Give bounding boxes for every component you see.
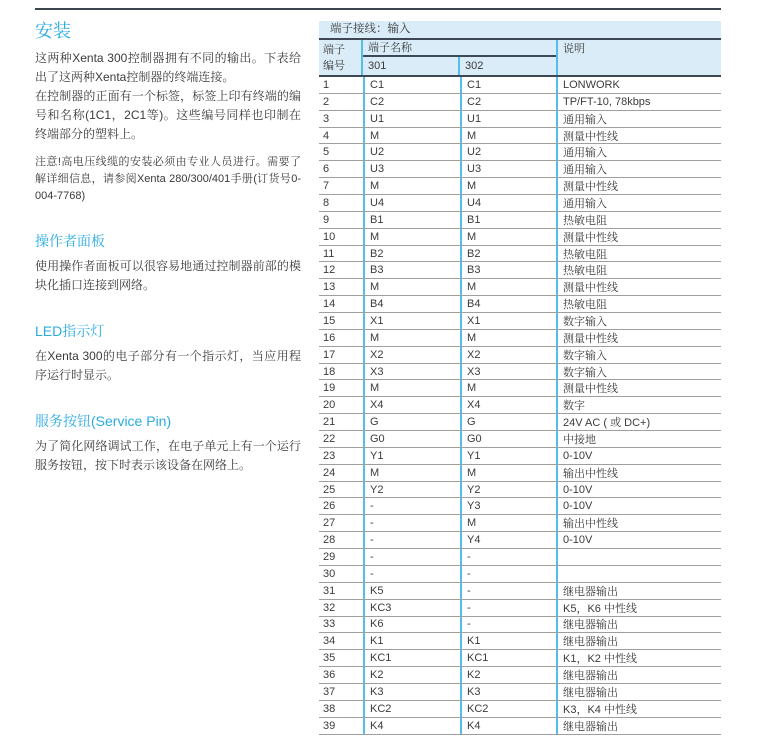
table-row [319, 380, 721, 397]
cell-name-301: M [363, 178, 460, 194]
left-column [35, 16, 301, 475]
install-paragraph-2: 在控制器的正面有一个标签，标签上印有终端的编号和名称(1C1，2C1等)。这些编号同样也印制在终端部分的塑料上。 [35, 89, 301, 141]
cell-name-302: K2 [460, 667, 556, 683]
cell-terminal-number: 39 [323, 719, 336, 732]
top-divider-rule [35, 8, 721, 10]
cell-terminal-number: 34 [323, 635, 336, 648]
cell-description: 输出中性线 [556, 515, 721, 531]
cell-description: 继电器输出 [556, 684, 721, 700]
cell-name-301: - [363, 498, 460, 514]
cell-name-301: K6 [363, 617, 460, 633]
cell-terminal-number: 2 [323, 95, 330, 108]
cell-description: 测量中性线 [556, 178, 721, 194]
cell-terminal-number: 17 [323, 348, 336, 361]
cell-name-302: Y3 [460, 498, 556, 514]
table-row [319, 330, 721, 347]
cell-name-301: B3 [363, 262, 460, 278]
header-model-302: 302 [465, 60, 484, 72]
cell-terminal-number: 4 [323, 129, 330, 142]
cell-terminal-number: 22 [323, 432, 336, 445]
cell-description: 测量中性线 [556, 380, 721, 396]
table-row [319, 498, 721, 515]
cell-name-302: G [460, 414, 556, 430]
cell-description: 继电器输出 [556, 718, 721, 734]
cell-terminal-number: 19 [323, 382, 336, 395]
cell-name-301: Y2 [363, 482, 460, 498]
install-note: 注意!高电压线缆的安装必须由专业人员进行。需要了解详细信息，请参阅Xenta 280/300/401手册(订货号0-004-7768) [35, 156, 301, 202]
cell-name-301: G [363, 414, 460, 430]
cell-name-302: B3 [460, 262, 556, 278]
cell-name-302: - [460, 600, 556, 616]
cell-description [556, 549, 721, 565]
cell-description: 0-10V [556, 532, 721, 548]
cell-terminal-number: 16 [323, 331, 336, 344]
header-terminal-name: 端子名称 [363, 40, 556, 57]
cell-name-301: M [363, 128, 460, 144]
table-row [319, 431, 721, 448]
cell-name-302: M [460, 465, 556, 481]
table-row [319, 515, 721, 532]
table-body [319, 77, 721, 735]
table-caption: 端子接线：输入 [319, 21, 721, 40]
cell-name-302: K1 [460, 633, 556, 649]
cell-description: 通用输入 [556, 195, 721, 211]
cell-name-301: - [363, 532, 460, 548]
cell-description: K5，K6 中性线 [556, 600, 721, 616]
cell-name-301: - [363, 566, 460, 582]
install-paragraph-1: 这两种Xenta 300控制器拥有不同的输出。下表给出了这两种Xenta控制器的终端连接。 [35, 51, 301, 84]
cell-description: 0-10V [556, 482, 721, 498]
cell-terminal-number: 32 [323, 601, 336, 614]
cell-name-301: X1 [363, 313, 460, 329]
cell-name-301: M [363, 229, 460, 245]
header-terminal-name-group [363, 40, 556, 75]
cell-name-302: - [460, 566, 556, 582]
table-row [319, 633, 721, 650]
cell-terminal-number: 8 [323, 196, 330, 209]
cell-description: 继电器输出 [556, 617, 721, 633]
cell-description [556, 566, 721, 582]
cell-name-301: Y1 [363, 448, 460, 464]
table-row [319, 414, 721, 431]
cell-name-301: B2 [363, 246, 460, 262]
operator-panel-paragraph: 使用操作者面板可以很容易地通过控制器前部的模块化插口连接到网络。 [35, 259, 301, 292]
cell-name-302: K3 [460, 684, 556, 700]
cell-name-301: M [363, 380, 460, 396]
cell-name-301: X4 [363, 397, 460, 413]
cell-description: 通用输入 [556, 161, 721, 177]
section-heading-service-pin: 服务按钮(Service Pin) [35, 413, 172, 429]
table-row [319, 77, 721, 94]
cell-name-301: M [363, 279, 460, 295]
cell-description: 通用输入 [556, 111, 721, 127]
table-row [319, 684, 721, 701]
table-row [319, 279, 721, 296]
cell-name-302: - [460, 617, 556, 633]
table-row [319, 617, 721, 634]
cell-terminal-number: 28 [323, 534, 336, 547]
table-row [319, 566, 721, 583]
cell-name-301: B1 [363, 212, 460, 228]
table-row [319, 482, 721, 499]
cell-terminal-number: 10 [323, 230, 336, 243]
table-row [319, 650, 721, 667]
header-model-subrow [363, 57, 556, 75]
cell-terminal-number: 6 [323, 163, 330, 176]
header-terminal-number [319, 40, 363, 75]
cell-name-301: C1 [363, 77, 460, 93]
cell-name-302: U4 [460, 195, 556, 211]
table-row [319, 397, 721, 414]
cell-name-301: U1 [363, 111, 460, 127]
cell-name-302: - [460, 583, 556, 599]
cell-description: 数字输入 [556, 313, 721, 329]
cell-name-301: M [363, 330, 460, 346]
cell-name-301: KC1 [363, 650, 460, 666]
cell-terminal-number: 21 [323, 416, 336, 429]
cell-terminal-number: 9 [323, 213, 330, 226]
led-indicator-paragraph: 在Xenta 300的电子部分有一个指示灯，当应用程序运行时显示。 [35, 349, 301, 382]
cell-terminal-number: 35 [323, 652, 336, 665]
section-heading-led-indicator: LED指示灯 [35, 323, 105, 339]
header-terminal-number-line1: 端子 [323, 44, 345, 56]
cell-description: 24V AC ( 或 DC+) [556, 414, 721, 430]
table-row [319, 161, 721, 178]
cell-terminal-number: 27 [323, 517, 336, 530]
cell-name-301: X2 [363, 347, 460, 363]
table-row [319, 195, 721, 212]
cell-name-301: X3 [363, 364, 460, 380]
cell-description: K1，K2 中性线 [556, 650, 721, 666]
cell-description: 测量中性线 [556, 229, 721, 245]
cell-description: 继电器输出 [556, 633, 721, 649]
cell-name-301: C2 [363, 94, 460, 110]
cell-terminal-number: 23 [323, 449, 336, 462]
cell-description: LONWORK [556, 77, 721, 93]
cell-terminal-number: 33 [323, 618, 336, 631]
cell-name-302: B1 [460, 212, 556, 228]
cell-name-301: - [363, 515, 460, 531]
cell-terminal-number: 24 [323, 466, 336, 479]
table-row [319, 178, 721, 195]
cell-name-302: M [460, 515, 556, 531]
cell-name-301: U4 [363, 195, 460, 211]
table-row [319, 313, 721, 330]
cell-terminal-number: 18 [323, 365, 336, 378]
cell-name-302: U2 [460, 144, 556, 160]
cell-name-302: X3 [460, 364, 556, 380]
cell-description: 继电器输出 [556, 583, 721, 599]
cell-name-302: M [460, 279, 556, 295]
table-row [319, 701, 721, 718]
cell-description: 测量中性线 [556, 128, 721, 144]
cell-description: 通用输入 [556, 144, 721, 160]
cell-terminal-number: 30 [323, 567, 336, 580]
cell-name-301: M [363, 465, 460, 481]
cell-description: 0-10V [556, 448, 721, 464]
table-row [319, 532, 721, 549]
cell-terminal-number: 25 [323, 483, 336, 496]
cell-terminal-number: 11 [323, 247, 335, 260]
cell-terminal-number: 7 [323, 180, 330, 193]
table-row [319, 144, 721, 161]
cell-terminal-number: 15 [323, 314, 336, 327]
table-row [319, 94, 721, 111]
cell-name-301: K1 [363, 633, 460, 649]
cell-name-302: M [460, 229, 556, 245]
cell-name-302: Y1 [460, 448, 556, 464]
cell-description: 继电器输出 [556, 667, 721, 683]
cell-description: 测量中性线 [556, 279, 721, 295]
section-heading-install: 安装 [35, 21, 71, 41]
cell-name-302: X2 [460, 347, 556, 363]
service-pin-paragraph: 为了简化网络调试工作，在电子单元上有一个运行服务按钮，按下时表示该设备在网络上。 [35, 439, 301, 472]
cell-name-302: X4 [460, 397, 556, 413]
cell-terminal-number: 1 [323, 78, 330, 91]
cell-name-302: X1 [460, 313, 556, 329]
table-row [319, 600, 721, 617]
cell-name-302: Y2 [460, 482, 556, 498]
table-row [319, 465, 721, 482]
cell-name-302: Y4 [460, 532, 556, 548]
header-terminal-number-line2: 编号 [323, 60, 345, 72]
cell-description: 中接地 [556, 431, 721, 447]
cell-name-301: B4 [363, 296, 460, 312]
cell-name-302: U3 [460, 161, 556, 177]
table-row [319, 718, 721, 735]
cell-name-302: K4 [460, 718, 556, 734]
table-row [319, 347, 721, 364]
table-row [319, 128, 721, 145]
section-heading-operator-panel: 操作者面板 [35, 233, 105, 249]
header-description: 说明 [556, 40, 721, 75]
cell-name-301: K4 [363, 718, 460, 734]
terminal-wiring-table [319, 21, 721, 735]
cell-terminal-number: 26 [323, 500, 336, 513]
cell-name-301: U2 [363, 144, 460, 160]
table-row [319, 296, 721, 313]
cell-name-302: - [460, 549, 556, 565]
cell-name-302: B2 [460, 246, 556, 262]
cell-description: TP/FT-10, 78kbps [556, 94, 721, 110]
cell-name-302: U1 [460, 111, 556, 127]
cell-description: 数字 [556, 397, 721, 413]
cell-terminal-number: 38 [323, 702, 336, 715]
cell-terminal-number: 3 [323, 112, 330, 125]
cell-terminal-number: 13 [323, 281, 336, 294]
cell-name-302: G0 [460, 431, 556, 447]
cell-name-301: K5 [363, 583, 460, 599]
cell-terminal-number: 20 [323, 399, 336, 412]
cell-terminal-number: 5 [323, 146, 330, 159]
cell-terminal-number: 14 [323, 298, 336, 311]
cell-terminal-number: 37 [323, 685, 336, 698]
table-row [319, 549, 721, 566]
cell-description: 0-10V [556, 498, 721, 514]
table-row [319, 246, 721, 263]
cell-description: 热敏电阻 [556, 246, 721, 262]
cell-name-301: K3 [363, 684, 460, 700]
cell-name-302: M [460, 128, 556, 144]
table-row [319, 583, 721, 600]
table-row [319, 229, 721, 246]
cell-name-301: - [363, 549, 460, 565]
cell-name-301: U3 [363, 161, 460, 177]
cell-terminal-number: 31 [323, 584, 336, 597]
cell-name-302: M [460, 380, 556, 396]
table-header-row [319, 40, 721, 77]
table-row [319, 448, 721, 465]
cell-name-301: G0 [363, 431, 460, 447]
cell-terminal-number: 12 [323, 264, 336, 277]
cell-description: 数字输入 [556, 364, 721, 380]
table-row [319, 111, 721, 128]
cell-name-302: M [460, 178, 556, 194]
cell-terminal-number: 36 [323, 669, 336, 681]
cell-terminal-number: 29 [323, 550, 336, 563]
cell-description: K3，K4 中性线 [556, 701, 721, 717]
header-model-301: 301 [363, 57, 460, 75]
cell-description: 输出中性线 [556, 465, 721, 481]
cell-description: 测量中性线 [556, 330, 721, 346]
table-row [319, 667, 721, 684]
cell-name-302: C1 [460, 77, 556, 93]
cell-name-301: K2 [363, 667, 460, 683]
cell-name-301: KC3 [363, 600, 460, 616]
cell-description: 热敏电阻 [556, 212, 721, 228]
table-row [319, 262, 721, 279]
table-row [319, 212, 721, 229]
cell-name-301: KC2 [363, 701, 460, 717]
cell-name-302: C2 [460, 94, 556, 110]
cell-name-302: B4 [460, 296, 556, 312]
cell-description: 热敏电阻 [556, 296, 721, 312]
cell-name-302: KC2 [460, 701, 556, 717]
cell-name-302: M [460, 330, 556, 346]
cell-description: 热敏电阻 [556, 262, 721, 278]
cell-description: 数字输入 [556, 347, 721, 363]
table-row [319, 364, 721, 381]
cell-name-302: KC1 [460, 650, 556, 666]
